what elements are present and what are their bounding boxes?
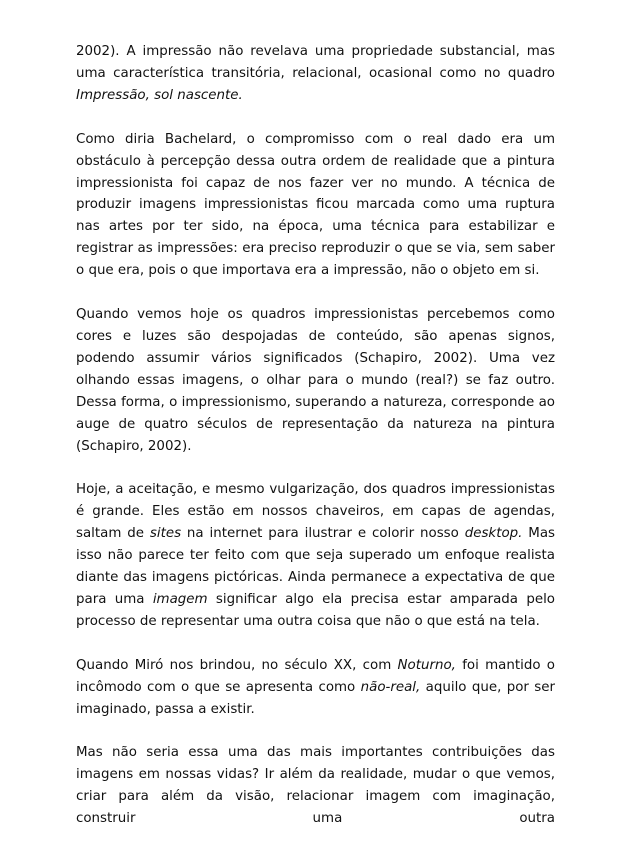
paragraph-2	[76, 129, 555, 282]
paragraph-1-italic-title: Impressão, sol nascente.	[76, 87, 243, 103]
paragraph-1	[76, 41, 555, 107]
paragraph-5-text-a: Quando Miró nos brindou, no século XX, com	[76, 657, 398, 673]
paragraph-4-italic-imagem: imagem	[152, 591, 208, 607]
paragraph-4-italic-desktop: desktop.	[464, 526, 523, 542]
paragraph-5	[76, 655, 555, 721]
paragraph-5-text-b: foi mantido o incômodo com o que se apresenta como	[76, 657, 555, 695]
paragraph-5-italic-noturno: Noturno,	[397, 657, 456, 673]
paragraph-5-italic-nao-real: não-real,	[360, 679, 421, 695]
paragraph-6-text: Mas não seria essa uma das mais importantes contribuições das imagens em nossas vidas? Ir além da realidade, mudar o que vemos, criar para além da visão, relacionar imagem com imaginação, construir uma outra	[76, 745, 555, 827]
paragraph-5-text-c: aquilo que, por ser imaginado, passa a existir.	[76, 679, 555, 717]
paragraph-2-text: Como diria Bachelard, o compromisso com o real dado era um obstáculo à percepção dessa outra ordem de realidade que a pintura impressionista foi capaz de nos fazer ver no mundo. A técnica de produzir imagens impressionistas ficou marcada como uma ruptura nas artes por ter sido, na época, uma técnica para estabilizar e registrar as impressões: era preciso reproduzir o que se via, sem saber o que era, pois o que importava era a impressão, não o objeto em si.	[76, 131, 555, 279]
document-page	[76, 41, 555, 852]
paragraph-4-text-a: Hoje, a aceitação, e mesmo vulgarização, dos quadros impressionistas é grande. Eles estão em nossos chaveiros, em capas de agendas, saltam de	[76, 482, 555, 542]
paragraph-4-text-b: na internet para ilustrar e colorir nosso	[181, 526, 465, 542]
paragraph-4-text-d: significar algo ela precisa estar amparada pelo processo de representar uma outra coisa que não o que está na tela.	[76, 591, 555, 629]
paragraph-3	[76, 304, 555, 457]
paragraph-4-text-c: Mas isso não parece ter feito com que seja superado um enfoque realista diante das imagens pictóricas. Ainda permanece a expectativa de que para uma	[76, 526, 555, 607]
paragraph-6	[76, 742, 555, 830]
paragraph-3-text: Quando vemos hoje os quadros impressionistas percebemos como cores e luzes são despojadas de conteúdo, são apenas signos, podendo assumir vários significados (Schapiro, 2002). Uma vez olhando essas imagens, o olhar para o mundo (real?) se faz outro. Dessa forma, o impressionismo, superando a natureza, corresponde ao auge de quatro séculos de representação da natureza na pintura (Schapiro, 2002).	[76, 307, 555, 454]
paragraph-4-italic-sites: sites	[149, 526, 182, 542]
paragraph-4	[76, 479, 555, 632]
paragraph-1-text: 2002). A impressão não revelava uma propriedade substancial, mas uma característica transitória, relacional, ocasional como no quadro	[76, 44, 555, 81]
